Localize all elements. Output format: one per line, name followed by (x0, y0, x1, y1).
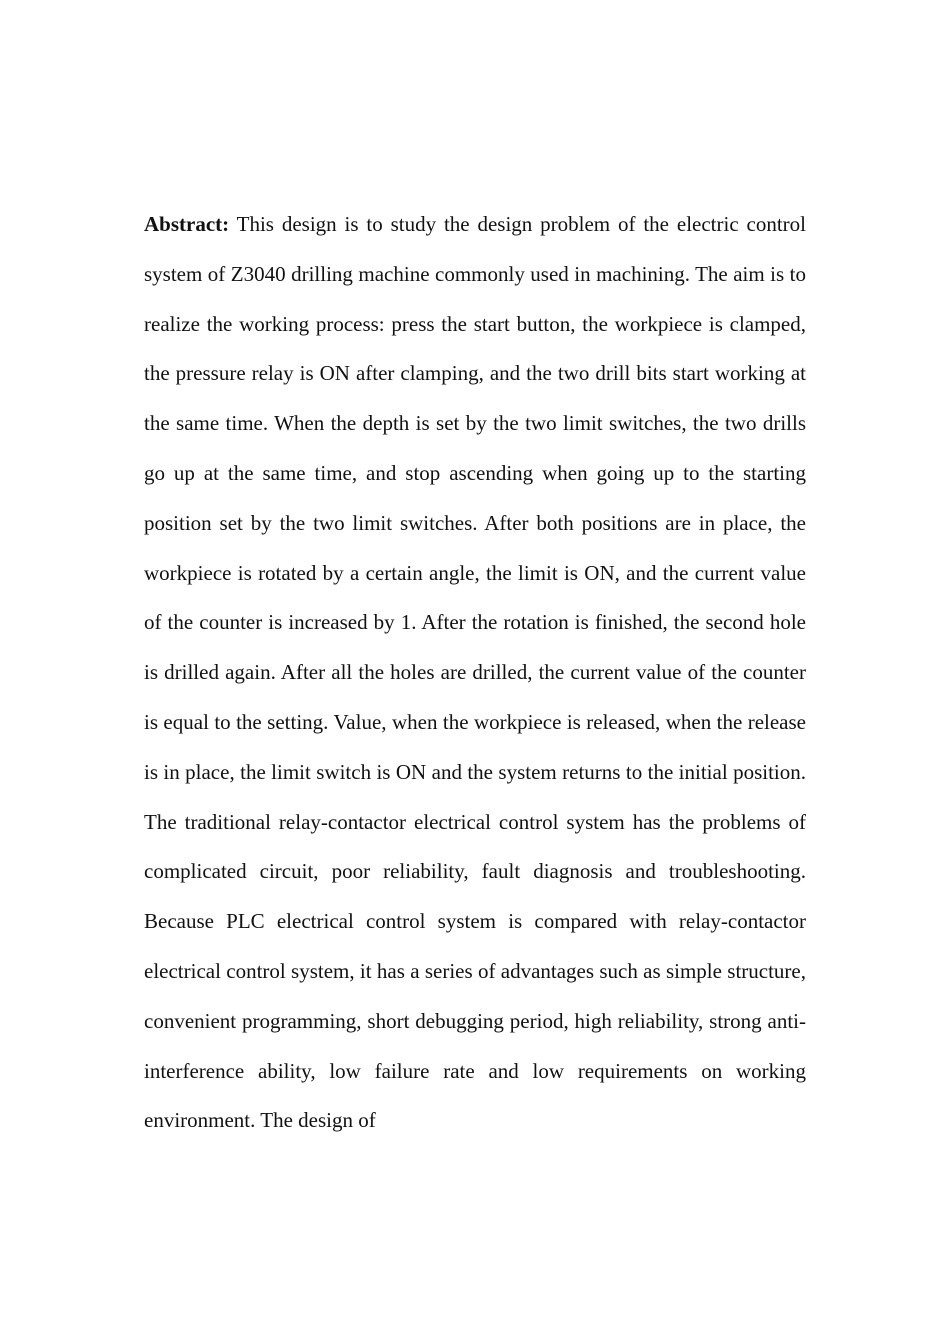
abstract-label: Abstract: (144, 212, 230, 236)
abstract-paragraph (144, 200, 806, 1146)
abstract-text: This design is to study the design problem of the electric control system of Z3040 drilling machine commonly used in machining. The aim is to realize the working process: press the start button, the workpiece is clamped, the pressure relay is ON after clamping, and the two drill bits start working at the same time. When the depth is set by the two limit switches, the two drills go up at the same time, and stop ascending when going up to the starting position set by the two limit switches. After both positions are in place, the workpiece is rotated by a certain angle, the limit is ON, and the current value of the counter is increased by 1. After the rotation is finished, the second hole is drilled again. After all the holes are drilled, the current value of the counter is equal to the setting. Value, when the workpiece is released, when the release is in place, the limit switch is ON and the system returns to the initial position. The traditional relay-contactor electrical control system has the problems of complicated circuit, poor reliability, fault diagnosis and troubleshooting. Because PLC electrical control system is compared with relay-contactor electrical control system, it has a series of advantages such as simple structure, convenient programming, short debugging period, high reliability, strong anti-interference ability, low failure rate and low requirements on working environment. The design of (144, 212, 806, 1133)
